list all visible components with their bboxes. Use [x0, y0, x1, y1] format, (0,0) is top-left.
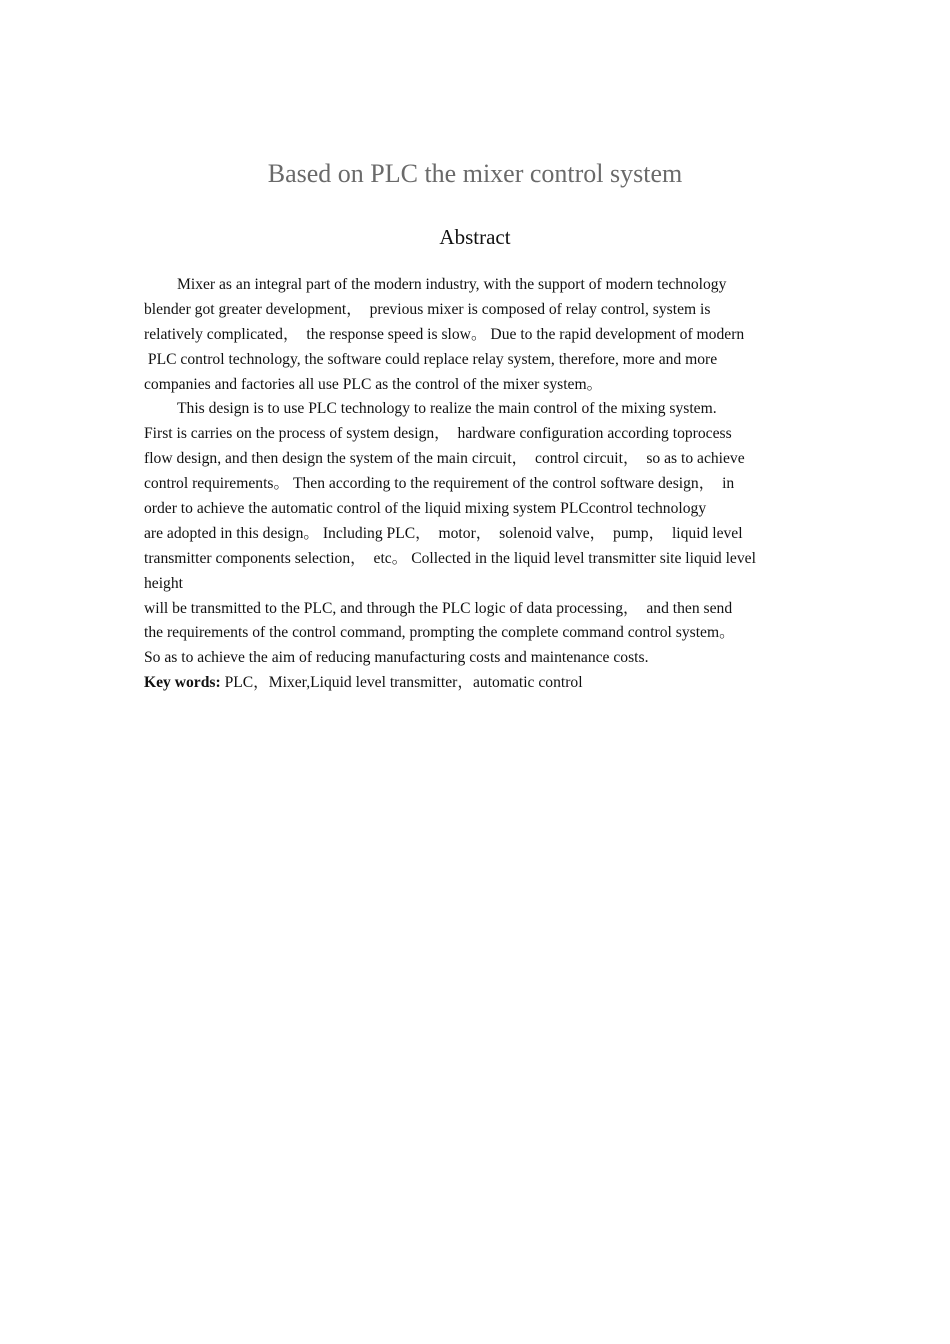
text-line: height — [144, 574, 183, 592]
abstract-body — [144, 273, 824, 696]
abstract-heading: Abstract — [439, 225, 511, 249]
text-line: flow design, and then design the system of the main circuit， control circuit， so as to achieve — [144, 450, 745, 468]
keywords-value: PLC，Mixer,Liquid level transmitter，automatic control — [220, 674, 583, 692]
text-line: transmitter components selection， etc。 Collected in the liquid level transmitter site liquid level — [144, 549, 756, 567]
keywords-line — [144, 671, 824, 696]
text-line: blender got greater development， previous mixer is composed of relay control, system is — [144, 300, 711, 318]
text-line: control requirements。 Then according to the requirement of the control software design， in — [144, 475, 735, 493]
text-line: PLC control technology, the software could replace relay system, therefore, more and more — [144, 350, 718, 368]
keywords-label: Key words: — [144, 674, 221, 692]
text-line: the requirements of the control command, prompting the complete command control system。 — [144, 624, 735, 642]
abstract-paragraph-1 — [144, 273, 824, 397]
text-line: relatively complicated， the response speed is slow。 Due to the rapid development of modern — [144, 325, 745, 343]
text-line: First is carries on the process of system design， hardware configuration according toprocess — [144, 425, 732, 443]
text-line: will be transmitted to the PLC, and through the PLC logic of data processing， and then send — [144, 599, 733, 617]
text-line: Mixer as an integral part of the modern industry, with the support of modern technology — [177, 276, 727, 293]
text-line: order to achieve the automatic control of the liquid mixing system PLCcontrol technology — [144, 500, 707, 518]
document-title: Based on PLC the mixer control system — [267, 159, 683, 188]
text-line: are adopted in this design。 Including PLC， motor， solenoid valve， pump， liquid level — [144, 524, 743, 542]
text-line: companies and factories all use PLC as the control of the mixer system。 — [144, 375, 603, 393]
text-line: This design is to use PLC technology to realize the main control of the mixing system. — [177, 400, 717, 418]
text-line: So as to achieve the aim of reducing manufacturing costs and maintenance costs. — [144, 649, 649, 667]
abstract-paragraph-2 — [144, 397, 824, 671]
